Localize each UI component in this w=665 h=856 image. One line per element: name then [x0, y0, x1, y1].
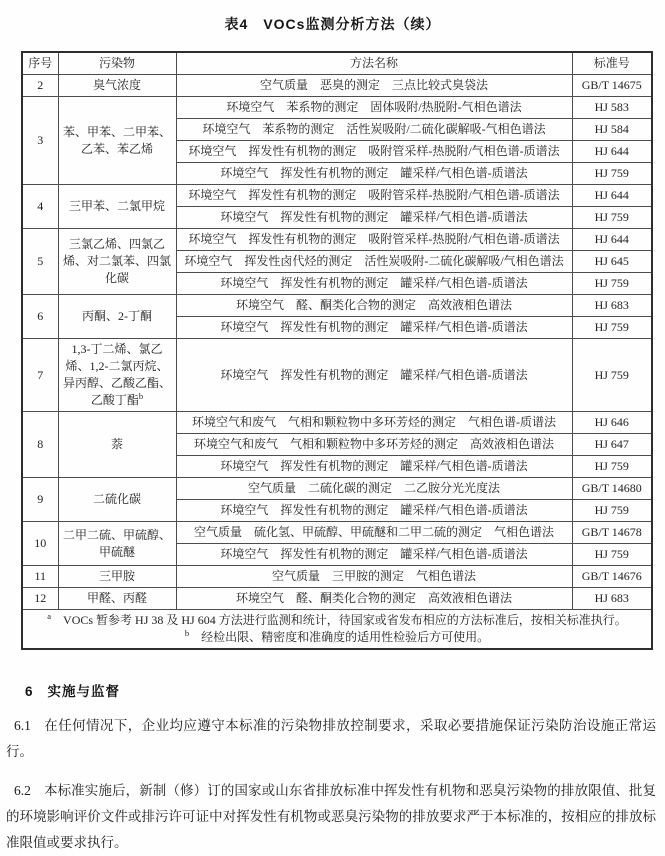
standard-no-cell: HJ 647	[572, 434, 652, 456]
method-name-cell: 环境空气 挥发性有机物的测定 罐采样/气相色谱-质谱法	[176, 456, 572, 478]
seq-cell: 4	[22, 185, 58, 229]
table-row	[22, 478, 652, 500]
standard-no-cell: GB/T 14680	[572, 478, 652, 500]
standard-no-cell: HJ 644	[572, 185, 652, 207]
method-name-cell: 空气质量 二硫化碳的测定 二乙胺分光光度法	[176, 478, 572, 500]
seq-cell: 6	[22, 295, 58, 339]
method-name-cell: 环境空气 挥发性有机物的测定 罐采样/气相色谱-质谱法	[176, 273, 572, 295]
standard-no-cell: HJ 644	[572, 141, 652, 163]
paragraph-6-2	[6, 778, 656, 856]
standard-no-cell: HJ 683	[572, 295, 652, 317]
section-heading	[25, 680, 665, 700]
standard-no-cell: HJ 759	[572, 317, 652, 339]
method-name-cell: 环境空气和废气 气相和颗粒物中多环芳烃的测定 高效液相色谱法	[176, 434, 572, 456]
method-name-cell: 环境空气 挥发性有机物的测定 罐采样/气相色谱-质谱法	[176, 500, 572, 522]
standard-no-cell: GB/T 14676	[572, 566, 652, 588]
method-name-cell: 环境空气 醛、酮类化合物的测定 高效液相色谱法	[176, 588, 572, 610]
method-name-cell: 环境空气 挥发性卤代烃的测定 活性炭吸附-二硫化碳解吸/气相色谱法	[176, 251, 572, 273]
standard-no-cell: HJ 584	[572, 119, 652, 141]
pollutant-footnote-marker: b	[138, 391, 144, 401]
paragraph-6-2-text: 本标准实施后，新制（修）订的国家或山东省排放标准中挥发性有机物和恶臭污染物的排放限值、批复的环境影响评价文件或排污许可证中对挥发性有机物或恶臭污染物的排放要求严于本标准的，按相应的排放标准限值或要求执行。	[6, 783, 656, 850]
table-row	[22, 566, 652, 588]
footnote-b-marker: b	[184, 628, 190, 638]
method-name-cell: 环境空气和废气 气相和颗粒物中多环芳烃的测定 气相色谱-质谱法	[176, 412, 572, 434]
standard-no-cell: GB/T 14675	[572, 75, 652, 97]
paragraph-6-2-number: 6.2	[14, 783, 31, 798]
section-number: 6	[25, 684, 34, 699]
pollutant-cell: 二甲二硫、甲硫醇、甲硫醚	[58, 522, 176, 566]
standard-no-cell: HJ 583	[572, 97, 652, 119]
table-row	[22, 75, 652, 97]
table-row	[22, 185, 652, 207]
table-header-row	[22, 52, 652, 75]
footnote-b	[26, 629, 648, 646]
paragraph-6-1	[6, 713, 656, 765]
seq-cell: 3	[22, 97, 58, 185]
seq-cell: 5	[22, 229, 58, 295]
table-row	[22, 229, 652, 251]
paragraph-6-1-number: 6.1	[14, 718, 31, 733]
method-name-cell: 环境空气 苯系物的测定 活性炭吸附/二硫化碳解吸-气相色谱法	[176, 119, 572, 141]
footnote-a	[26, 612, 648, 629]
pollutant-cell: 二硫化碳	[58, 478, 176, 522]
method-name-cell: 环境空气 挥发性有机物的测定 吸附管采样-热脱附/气相色谱-质谱法	[176, 229, 572, 251]
standard-no-cell: HJ 759	[572, 456, 652, 478]
standard-no-cell: HJ 759	[572, 163, 652, 185]
method-name-cell: 环境空气 挥发性有机物的测定 罐采样/气相色谱-质谱法	[176, 339, 572, 412]
seq-cell: 8	[22, 412, 58, 478]
table-row	[22, 522, 652, 544]
seq-cell: 11	[22, 566, 58, 588]
section-heading-label: 实施与监督	[47, 684, 121, 699]
pollutant-cell: 丙酮、2-丁酮	[58, 295, 176, 339]
method-name-cell: 环境空气 挥发性有机物的测定 罐采样/气相色谱-质谱法	[176, 317, 572, 339]
header-seq: 序号	[22, 52, 58, 75]
standard-no-cell: HJ 759	[572, 544, 652, 566]
method-name-cell: 空气质量 三甲胺的测定 气相色谱法	[176, 566, 572, 588]
seq-cell: 10	[22, 522, 58, 566]
pollutant-cell: 甲醛、丙醛	[58, 588, 176, 610]
method-name-cell: 环境空气 挥发性有机物的测定 罐采样/气相色谱-质谱法	[176, 207, 572, 229]
table-row	[22, 339, 652, 412]
table-row	[22, 412, 652, 434]
pollutant-cell: 苯、甲苯、二甲苯、乙苯、苯乙烯	[58, 97, 176, 185]
methods-table	[21, 51, 653, 650]
footnote-cell	[22, 610, 652, 650]
pollutant-cell: 1,3-丁二烯、氯乙烯、1,2-二氯丙烷、异丙醇、乙酸乙酯、乙酸丁酯$^b$	[58, 339, 176, 412]
methods-table-body	[22, 75, 652, 610]
seq-cell: 9	[22, 478, 58, 522]
header-method: 方法名称	[176, 52, 572, 75]
standard-no-cell: HJ 645	[572, 251, 652, 273]
method-name-cell: 环境空气 挥发性有机物的测定 吸附管采样-热脱附/气相色谱-质谱法	[176, 185, 572, 207]
standard-no-cell: HJ 759	[572, 207, 652, 229]
table-row	[22, 295, 652, 317]
table-row	[22, 588, 652, 610]
footnote-b-text: 经检出限、精密度和准确度的适用性检验后方可使用。	[201, 630, 490, 644]
pollutant-cell: 三甲苯、二氯甲烷	[58, 185, 176, 229]
seq-cell: 7	[22, 339, 58, 412]
standard-no-cell: GB/T 14678	[572, 522, 652, 544]
table-row	[22, 97, 652, 119]
footnote-row	[22, 610, 652, 650]
method-name-cell: 空气质量 恶臭的测定 三点比较式臭袋法	[176, 75, 572, 97]
footnote-a-text: VOCs 暂参考 HJ 38 及 HJ 604 方法进行监测和统计，待国家或省发布相应的方法标准后，按相关标准执行。	[63, 613, 627, 627]
header-pollutant: 污染物	[58, 52, 176, 75]
method-name-cell: 环境空气 醛、酮类化合物的测定 高效液相色谱法	[176, 295, 572, 317]
footnote-a-marker: a	[47, 611, 52, 621]
method-name-cell: 环境空气 挥发性有机物的测定 罐采样/气相色谱-质谱法	[176, 163, 572, 185]
pollutant-cell: 三甲胺	[58, 566, 176, 588]
method-name-cell: 环境空气 挥发性有机物的测定 吸附管采样-热脱附/气相色谱-质谱法	[176, 141, 572, 163]
seq-cell: 12	[22, 588, 58, 610]
standard-no-cell: HJ 683	[572, 588, 652, 610]
method-name-cell: 环境空气 苯系物的测定 固体吸附/热脱附-气相色谱法	[176, 97, 572, 119]
methods-table-footnotes	[22, 610, 652, 650]
standard-no-cell: HJ 644	[572, 229, 652, 251]
standard-no-cell: HJ 759	[572, 500, 652, 522]
method-name-cell: 环境空气 挥发性有机物的测定 罐采样/气相色谱-质谱法	[176, 544, 572, 566]
pollutant-cell: 臭气浓度	[58, 75, 176, 97]
table-title: 表4 VOCs监测分析方法（续）	[224, 16, 441, 32]
standard-no-cell: HJ 759	[572, 273, 652, 295]
paragraph-6-1-text: 在任何情况下，企业均应遵守本标准的污染物排放控制要求，采取必要措施保证污染防治设施正常运行。	[6, 718, 656, 759]
seq-cell: 2	[22, 75, 58, 97]
pollutant-cell: 三氯乙烯、四氯乙烯、对二氯苯、四氯化碳	[58, 229, 176, 295]
pollutant-cell: 萘	[58, 412, 176, 478]
method-name-cell: 空气质量 硫化氢、甲硫醇、甲硫醚和二甲二硫的测定 气相色谱法	[176, 522, 572, 544]
header-standard: 标准号	[572, 52, 652, 75]
standard-no-cell: HJ 646	[572, 412, 652, 434]
standard-no-cell: HJ 759	[572, 339, 652, 412]
